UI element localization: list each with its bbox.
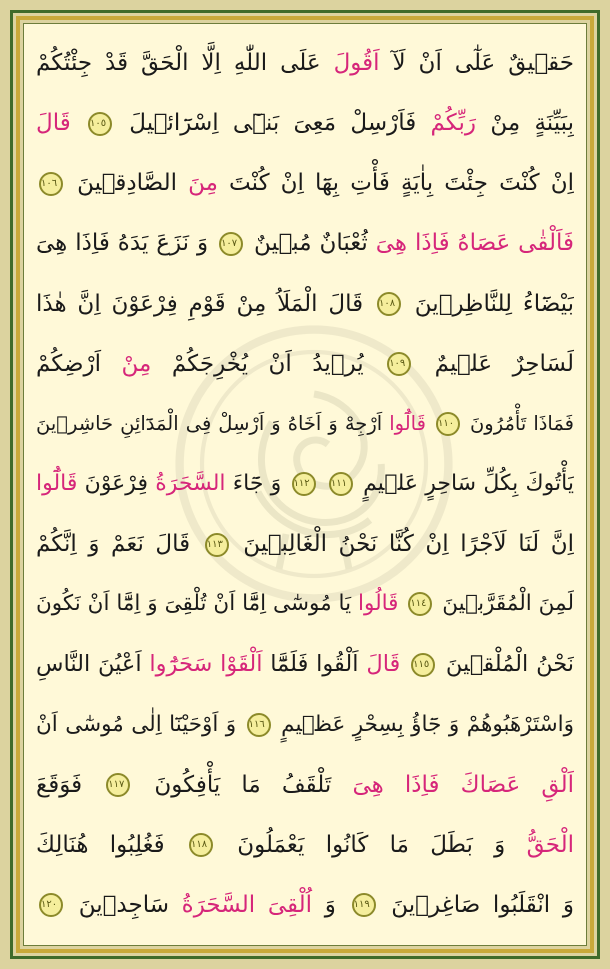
verse-text: يَا مُوسٰٓى اِمَّٓا اَنْ تُلْقِىَ وَ اِمَّٓا اَنْ نَكُونَ [36,591,358,617]
ayah-number-marker: ١١٩ [352,893,376,917]
verse-line [36,639,574,697]
highlighted-word: قَالُٓوا [389,411,433,435]
mushaf-page [24,24,586,945]
ayah-number-marker: ١٠٦ [39,172,63,196]
verse-text: يُرٖيدُ اَنْ يُخْرِجَكُمْ [151,350,385,377]
verse-text: لَسَاحِرٌ عَلٖيمٌ [414,350,574,377]
highlighted-word: مِنَ [188,170,218,197]
verse-text: اَعْيُنَ النَّاسِ [36,651,150,678]
ayah-number-marker: ١٠٧ [219,232,243,256]
ayah-number-marker: ١١٤ [408,592,432,616]
highlighted-word: الْحَقُّ [526,831,574,858]
verse-line [36,880,574,938]
highlighted-word: فَاَلْقٰى عَصَاهُ فَاِذَا هِىَ [375,230,574,257]
highlighted-word: اَلْقِ عَصَاكَ فَاِذَا هِىَ [352,771,574,798]
verse-text: اِنْ كُنْتَ جِئْتَ بِاٰيَةٍ فَأْتِ بِهَٓا اِنْ كُنْتَ [217,170,574,197]
verse-text: عَلَى اللّٰهِ اِلَّا الْحَقَّ قَدْ جِئْتُكُمْ [36,50,334,76]
verse-line [36,158,574,216]
highlighted-word: اُلْقِىَ السَّحَرَةُ [181,891,313,918]
verse-text: فَاَرْسِلْ مَعِىَ بَنٖٓى اِسْرَٓائٖيلَ [115,110,431,137]
verse-line [36,760,574,818]
verse-line [36,820,574,878]
verse-line [36,700,574,758]
verse-line [36,98,574,156]
ayah-number-marker: ١١٣ [205,533,229,557]
verse-text: فَمَاذَا تَأْمُرُونَ [462,411,574,435]
ayah-number-marker: ١٠٩ [387,352,411,376]
verse-line [36,519,574,577]
ayah-number-marker: ١٠٨ [377,292,401,316]
verse-text: بَيْضَٓاءُ لِلنَّاظِرٖينَ [403,290,574,317]
ayah-number-marker: ١٢٠ [39,893,63,917]
verse-text: بِبَيِّنَةٍ مِنْ [476,110,574,137]
verse-text: اَلْقُوا فَلَمَّٓا [262,651,367,678]
verse-text: فَغُلِبُوا هُنَالِكَ [36,831,186,858]
verse-text: تَلْقَفُ مَا يَأْفِكُونَ [133,771,353,798]
verse-text: فَوَقَعَ [36,771,104,798]
verse-text: اَرْضِكُمْ [36,350,122,377]
ayah-number-marker: ١١٢ [292,472,316,496]
ayah-number-marker: ١١٥ [411,653,435,677]
verse-text: وَ نَزَعَ يَدَهُ فَاِذَا هِىَ [36,230,217,257]
ayah-number-marker: ١١٧ [106,773,130,797]
highlighted-word: اَقُولَ [333,50,380,76]
highlighted-word: مِنْ [121,350,152,377]
verse-text: حَقٖيقٌ عَلٰٓى اَنْ لَآ [379,50,574,76]
highlighted-word: قَالُوا [358,591,406,617]
ayah-number-marker: ١٠٥ [88,112,112,136]
verse-text [319,471,326,496]
highlighted-word: رَبِّكُمْ [430,110,477,137]
verse-line [36,279,574,337]
verse-text: فِرْعَوْنَ [77,470,156,496]
verse-text: اِنَّ لَنَا لَاَجْرًا اِنْ كُنَّا نَحْنُ الْغَالِبٖينَ [231,531,574,558]
verse-line [36,339,574,397]
ayah-number-marker: ١١٠ [436,412,460,436]
verse-text: وَاسْتَرْهَبُوهُمْ وَ جَٓاؤُ بِسِحْرٍ عَظٖيمٍ [273,711,574,737]
verse-text: وَ جَٓاءَ [225,470,289,496]
verse-text: ثُعْبَانٌ مُبٖينٌ [246,230,376,257]
verse-line [36,579,574,637]
verse-text: اَرْجِهْ وَ اَخَاهُ وَ اَرْسِلْ فِى الْمَدَٓائِنِ حَاشِرٖينَ [36,411,390,435]
verse-text: وَ اَوْحَيْنَٓا اِلٰى مُوسٰٓى اَنْ [36,711,244,737]
highlighted-word: قَالُٓوا [36,470,78,496]
verse-text: يَأْتُوكَ بِكُلِّ سَاحِرٍ عَلٖيمٍ [355,470,574,496]
verse-text: سَاجِدٖينَ [66,891,182,918]
highlighted-word: قَالَ [366,651,409,678]
verse-text: وَ [312,891,349,918]
ayah-number-marker: ١١٨ [189,833,213,857]
highlighted-word: اَلْقَوْا سَحَرُٓوا [149,651,263,678]
verse-line [36,38,574,96]
verse-text: قَالَ الْمَلَاُ مِنْ قَوْمِ فِرْعَوْنَ اِنَّ هٰذَا [36,290,374,317]
verse-line [36,218,574,276]
ayah-number-marker: ١١٦ [247,713,271,737]
verse-text: قَالَ نَعَمْ وَ اِنَّكُمْ [36,531,202,558]
ayah-number-marker: ١١١ [329,472,353,496]
verse-text: الصَّادِقٖينَ [66,170,189,197]
verse-text: وَ انْقَلَبُوا صَاغِرٖينَ [378,891,574,918]
verse-text: لَمِنَ الْمُقَرَّبٖينَ [435,591,574,617]
verse-line [36,399,574,457]
verse-lines [36,38,574,938]
verse-text: وَ بَطَلَ مَا كَانُوا يَعْمَلُونَ [215,831,527,858]
verse-text: نَحْنُ الْمُلْقٖينَ [438,651,574,678]
highlighted-word: قَالَ [36,110,86,137]
highlighted-word: السَّحَرَةُ [155,470,226,496]
verse-line [36,459,574,517]
